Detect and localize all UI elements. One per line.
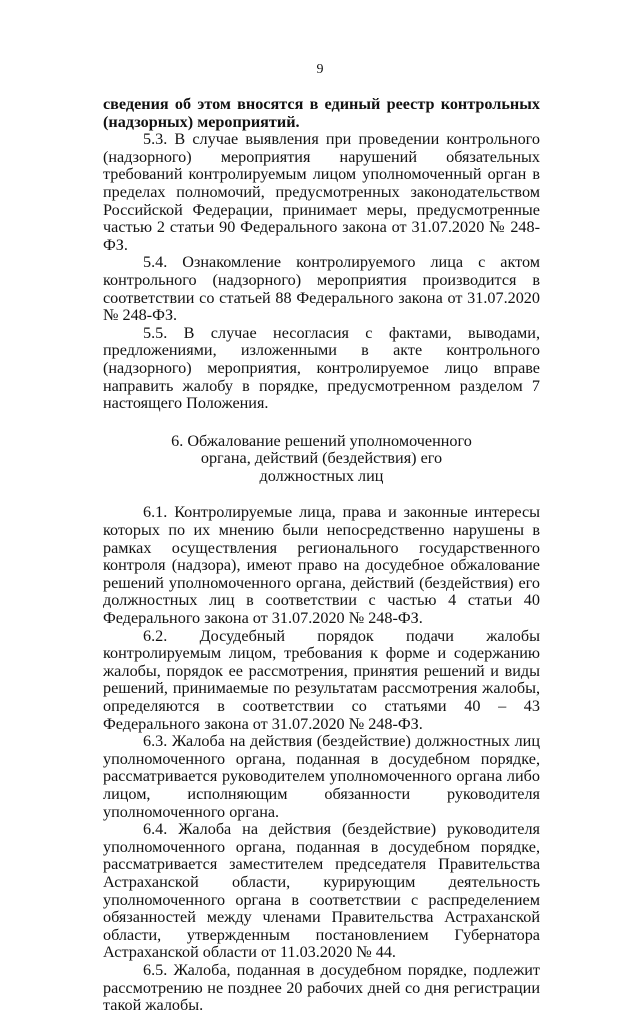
paragraph-5-4: 5.4. Ознакомление контролируемого лица с актом контрольного (надзорного) мероприятия производится в соответствии со статьей 88 Федерального закона от 31.07.2020 № 248-ФЗ. (103, 253, 540, 325)
section-6-heading: 6. Обжалование решений уполномоченного органа, действий (бездействия) его должностных лиц (171, 431, 472, 485)
paragraph-continued: сведения об этом вносятся в единый реестр контрольных (надзорных) мероприятий. (103, 95, 540, 131)
paragraph-6-5: 6.5. Жалоба, поданная в досудебном порядке, подлежит рассмотрению не позднее 20 рабочих дней со дня регистрации такой жалобы. (103, 960, 540, 1015)
document-body (103, 96, 540, 1015)
paragraph-6-4: 6.4. Жалоба на действия (бездействие) руководителя уполномоченного органа, поданная в досудебном порядке, рассматривается заместителем председателя Правительства Астраханской области, курирующим деятельность уполномоченного органа в соответствии с распределением обязанностей между членами Правительства Астраханской области, утвержденным постановлением Губернатора Астраханской области от 11.03.2020 № 44. (103, 820, 540, 962)
paragraph-6-3: 6.3. Жалоба на действия (бездействие) должностных лиц уполномоченного органа, поданная в досудебном порядке, рассматривается руководителем уполномоченного органа либо лицом, исполняющим обязанности руководителя уполномоченного органа. (103, 732, 540, 821)
section-6-paragraphs (103, 504, 540, 1014)
paragraph-6-1: 6.1. Контролируемые лица, права и законные интересы которых по их мнению были непосредственно нарушены в рамках осуществления регионального государственного контроля (надзора), имеют право на досудебное обжалование решений уполномоченного органа, действий (бездействия) его должностных лиц в соответствии с частью 4 статьи 40 Федерального закона от 31.07.2020 № 248-ФЗ. (103, 503, 540, 628)
paragraph-6-2: 6.2. Досудебный порядок подачи жалобы контролируемым лицом, требования к форме и содержанию жалобы, порядок ее рассмотрения, принятия решений и виды решений, принимаемые по результатам рассмотрения жалобы, определяются в соответствии со статьями 40 – 43 Федерального закона от 31.07.2020 № 248-ФЗ. (103, 626, 540, 733)
page-number: 9 (316, 62, 324, 77)
section-5-paragraphs (103, 96, 540, 413)
paragraph-5-5: 5.5. В случае несогласия с фактами, выводами, предложениями, изложенными в акте контрольного (надзорного) мероприятия, контролируемое лицо вправе направить жалобу в порядке, предусмотренном разделом 7 настоящего Положения. (103, 323, 540, 413)
paragraph-5-3: 5.3. В случае выявления при проведении контрольного (надзорного) мероприятия нарушений обязательных требований контролируемым лицом уполномоченный орган в пределах полномочий, предусмотренных законодательством Российской Федерации, принимает меры, предусмотренные частью 2 статьи 90 Федерального закона от 31.07.2020 № 248-ФЗ. (103, 130, 540, 254)
